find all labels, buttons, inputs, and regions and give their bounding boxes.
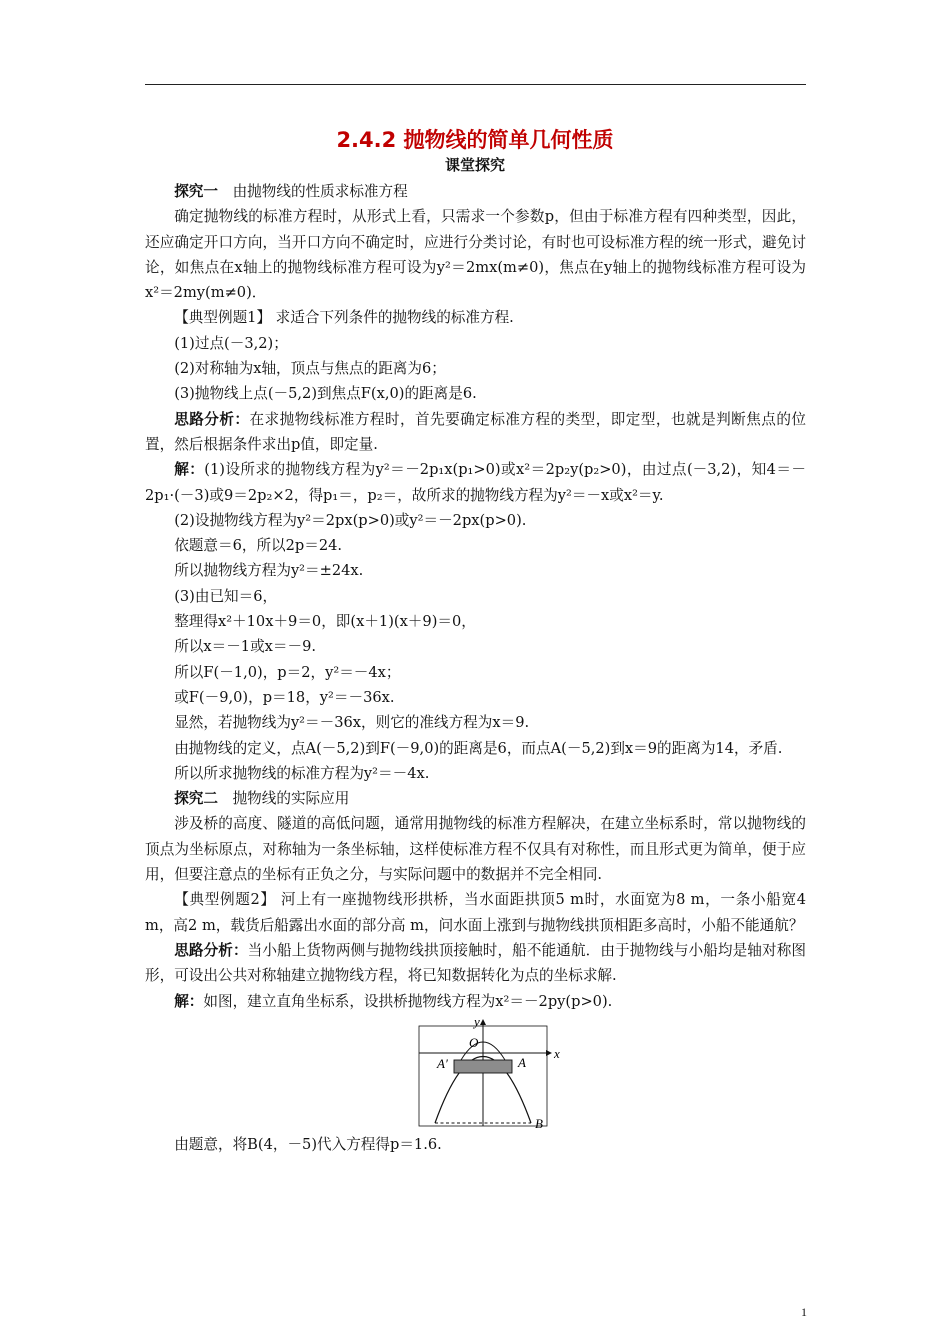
paragraph-text: 由抛物线的性质求标准方程 (217, 183, 408, 200)
paragraph (145, 761, 806, 786)
page-title: 2.4.2 抛物线的简单几何性质 (336, 128, 614, 152)
paragraph-text: 或F(－9,0)，p＝18，y²＝－36x. (174, 688, 395, 706)
paragraph (145, 331, 806, 356)
paragraph-text: 所以抛物线方程为y²＝±24x. (174, 562, 364, 580)
paragraph (145, 508, 806, 533)
paragraph-text: 确定抛物线的标准方程时，从形式上看，只需求一个参数p，但由于标准方程有四种类型，因此，还应确定开口方向，当开口方向不确定时，应进行分类讨论，有时也可设标准方程的统一形式，避免讨论，如焦点在x轴上的抛物线标准方程可设为y²＝2mx(m≠0)，焦点在y轴上的抛物线标准方程可设为x²＝2my(m≠0)． (145, 208, 806, 302)
paragraph (145, 179, 806, 204)
paragraph (145, 660, 806, 685)
paragraph (145, 457, 806, 508)
paragraph-text: 显然，若抛物线为y²＝－36x，则它的准线方程为x＝9. (174, 714, 530, 732)
paragraph-list (145, 179, 806, 1014)
bridge-figure (417, 1016, 567, 1130)
paragraph (145, 887, 806, 938)
paragraph-heading: 解： (174, 992, 204, 1010)
page-subtitle: 课堂探究 (444, 156, 505, 174)
paragraph-text: 所以x＝－1或x＝－9. (174, 638, 317, 656)
paragraph-text: 如图，建立直角坐标系，设拱桥抛物线方程为x²＝－2py(p>0). (203, 992, 613, 1010)
paragraph (145, 811, 806, 887)
label-b: B (535, 1115, 543, 1130)
page-number: 1 (801, 1305, 807, 1319)
paragraph (145, 407, 806, 458)
paragraph (145, 938, 806, 989)
paragraph (145, 736, 806, 761)
paragraph (145, 204, 806, 305)
header-rule (145, 84, 806, 85)
paragraph (145, 305, 806, 330)
paragraph (145, 685, 806, 710)
paragraph-after-figure: 由题意，将B(4，－5)代入方程得p＝1.6. (174, 1135, 442, 1153)
paragraph (145, 584, 806, 609)
paragraph-heading: 探究二 (174, 790, 218, 808)
boat-shape (454, 1060, 512, 1073)
paragraph-text: 整理得x²＋10x＋9＝0，即(x＋1)(x＋9)＝0， (174, 613, 476, 631)
paragraph-heading: 思路分析： (174, 410, 250, 428)
paragraph (145, 989, 806, 1014)
paragraph (145, 786, 806, 811)
label-x: x (554, 1045, 560, 1061)
paragraph-text: 抛物线的实际应用 (217, 790, 350, 808)
paragraph-text: 由抛物线的定义，点A(－5,2)到F(－9,0)的距离是6，而点A(－5,2)到x＝9的距离为14，矛盾. (174, 739, 783, 757)
paragraph-text: (2)设抛物线方程为y²＝2px(p>0)或y²＝－2px(p>0). (174, 511, 527, 529)
paragraph-text: 在求抛物线标准方程时，首先要确定标准方程的类型，即定型，也就是判断焦点的位置，然后根据条件求出p值，即定量. (145, 410, 806, 453)
paragraph (145, 558, 806, 583)
paragraph-text: 涉及桥的高度、隧道的高低问题，通常用抛物线的标准方程解决，在建立坐标系时，常以抛物线的顶点为坐标原点，对称轴为一条坐标轴，这样使标准方程不仅具有对称性，而且形式更为简单，便于应用，但要注意点的坐标有正负之分，与实际问题中的数据并不完全相同. (145, 815, 806, 884)
paragraph (145, 381, 806, 406)
paragraph-text: 所以所求抛物线的标准方程为y²＝－4x. (174, 764, 430, 782)
paragraph-text: 当小船上货物两侧与抛物线拱顶接触时，船不能通航．由于抛物线与小船均是轴对称图形，可设出公共对称轴建立抛物线方程，将已知数据转化为点的坐标求解. (145, 941, 806, 985)
label-a: A (518, 1054, 526, 1070)
paragraph (145, 634, 806, 659)
label-a-prime: A′ (437, 1055, 448, 1071)
paragraph-text: (1)过点(－3,2)； (174, 334, 288, 352)
paragraph-text: (1)设所求的抛物线方程为y²＝－2p₁x(p₁>0)或x²＝2p₂y(p₂>0)，由过点(－3,2)，知4＝－2p₁·(－3)或9＝2p₂×2，得p₁＝，p₂＝，故所求的抛物线方程为y²＝－x或x²＝y. (145, 461, 806, 504)
paragraph (145, 533, 806, 558)
paragraph-text: (3)由已知＝6， (174, 587, 278, 605)
paragraph (145, 356, 806, 381)
paragraph-heading: 思路分析： (174, 941, 248, 959)
paragraph-text: (3)抛物线上点(－5,2)到焦点F(x,0)的距离是6. (174, 385, 477, 403)
paragraph-text: 【典型例题1】 求适合下列条件的抛物线的标准方程. (174, 309, 514, 327)
paragraph (145, 710, 806, 735)
document-body (145, 179, 806, 1157)
paragraph-text: (2)对称轴为x轴，顶点与焦点的距离为6； (174, 360, 446, 378)
paragraph-heading: 解： (174, 461, 205, 479)
paragraph-text: 【典型例题2】 河上有一座抛物线形拱桥，当水面距拱顶5 m时，水面宽为8 m，一条小船宽4 m，高2 m，载货后船露出水面的部分高 m，问水面上涨到与抛物线拱顶相距多高时，小船不能通航？ (145, 891, 806, 934)
paragraph-heading: 探究一 (174, 183, 218, 200)
label-o: O (469, 1034, 479, 1050)
paragraph (145, 609, 806, 634)
paragraph-text: 依题意＝6，所以2p＝24. (174, 537, 343, 555)
paragraph-text: 所以F(－1,0)，p＝2，y²＝－4x； (174, 663, 401, 681)
label-y: y (474, 1015, 480, 1029)
